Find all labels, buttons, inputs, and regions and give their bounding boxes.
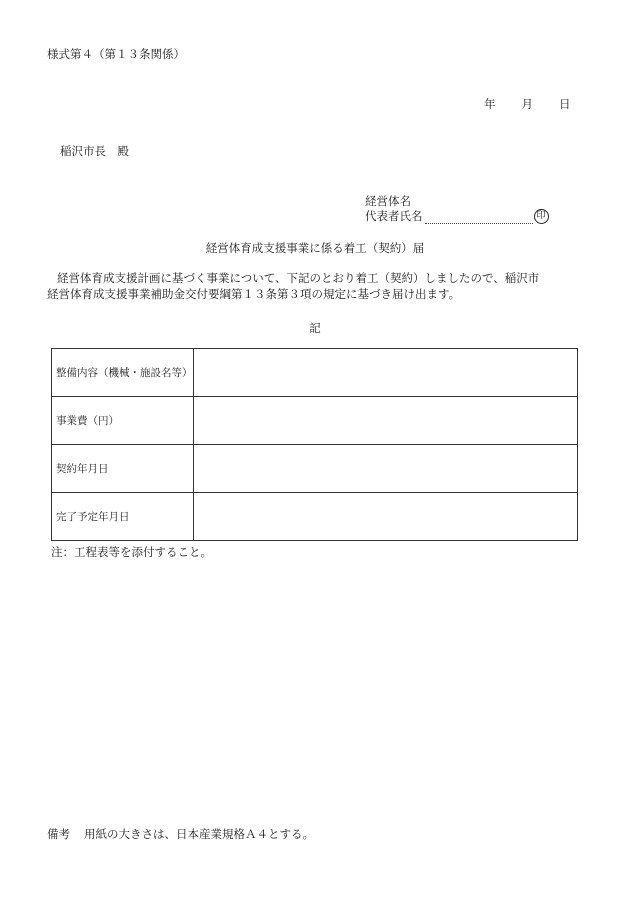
detail-table [51, 348, 578, 541]
body-text-line-1: 経営体育成支援計画に基づく事業について、下記のとおり着工（契約）しましたので、稲沢市 [57, 271, 540, 285]
date-day: 日 [559, 97, 571, 111]
attachment-note: 注：工程表等を添付すること。 [51, 545, 212, 559]
row-label-equipment: 整備内容（機械・施設名等） [52, 349, 194, 397]
remark-label: 備考 [47, 827, 70, 841]
table-row [52, 397, 578, 445]
table-row [52, 349, 578, 397]
remark [47, 826, 314, 842]
date-line [484, 96, 571, 112]
date-year: 年 [484, 97, 496, 111]
body-text-line-2: 経営体育成支援事業補助金交付要綱第１３条第３項の規定に基づき届け出ます。 [47, 287, 461, 301]
addressee: 稲沢市長 殿 [60, 144, 129, 158]
business-name-label: 経営体名 [365, 194, 411, 208]
seal-icon: 印 [534, 209, 549, 224]
representative-row [365, 208, 549, 224]
representative-label: 代表者氏名 [365, 209, 423, 223]
row-label-completion-date: 完了予定年月日 [52, 493, 194, 541]
ki-heading: 記 [309, 321, 321, 335]
row-label-contract-date: 契約年月日 [52, 445, 194, 493]
remark-text: 用紙の大きさは、日本産業規格Ａ４とする。 [84, 827, 314, 841]
document-title: 経営体育成支援事業に係る着工（契約）届 [205, 241, 425, 255]
date-month: 月 [521, 97, 533, 111]
table-row [52, 445, 578, 493]
row-label-cost: 事業費（円） [52, 397, 194, 445]
table-row [52, 493, 578, 541]
row-value-equipment[interactable] [194, 349, 578, 397]
form-number: 様式第４（第１３条関係） [47, 47, 185, 61]
representative-field[interactable] [425, 211, 533, 224]
row-value-completion-date[interactable] [194, 493, 578, 541]
row-value-contract-date[interactable] [194, 445, 578, 493]
row-value-cost[interactable] [194, 397, 578, 445]
